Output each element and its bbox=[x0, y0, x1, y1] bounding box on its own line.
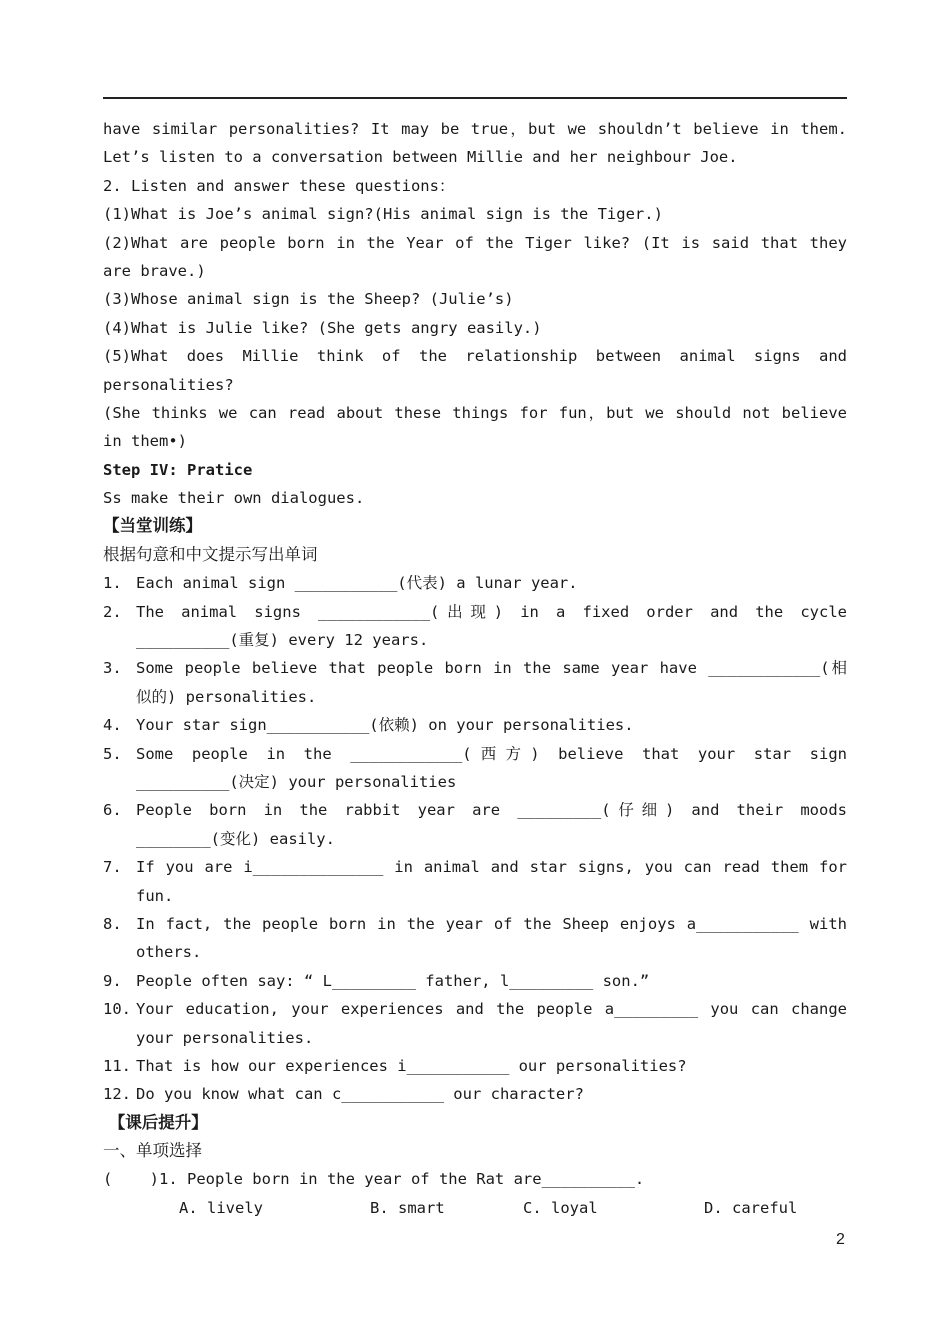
exercise-text: People often say: “ L_________ father, l_________ son.” bbox=[136, 971, 650, 990]
step-4-text: Ss make their own dialogues. bbox=[103, 489, 365, 508]
question-4: (4)What is Julie like? (She gets angry easily.) bbox=[103, 318, 542, 337]
exercise-text: If you are i______________ in animal and star signs, you can read them for bbox=[136, 858, 847, 877]
exercise-number: 10. bbox=[103, 1000, 131, 1019]
step-4-heading: Step IV: Pratice bbox=[103, 460, 253, 479]
exercise-number: 6. bbox=[103, 801, 122, 820]
exercise-text: People born in the rabbit year are _________(仔细) and their moods bbox=[136, 801, 847, 820]
exercise-number: 12. bbox=[103, 1085, 131, 1104]
exercise-number: 1. bbox=[103, 574, 122, 593]
exercise-number: 3. bbox=[103, 659, 122, 678]
exercise-item bbox=[103, 711, 847, 739]
exercise-text: Some people in the ____________(西方) believe that your star sign bbox=[136, 744, 847, 763]
exercise-number: 11. bbox=[103, 1056, 131, 1075]
page-number: 2 bbox=[836, 1231, 845, 1248]
exercise-item bbox=[103, 740, 847, 797]
listen-heading: 2. Listen and answer these questions： bbox=[103, 176, 455, 195]
page-body bbox=[103, 115, 847, 1222]
question-2-line-1: (2)What are people born in the Year of the Tiger like? (It is said that they bbox=[103, 233, 847, 252]
exercise-item bbox=[103, 910, 847, 967]
exercise-text: That is how our experiences i___________ our personalities? bbox=[136, 1056, 687, 1075]
exercise-number: 2. bbox=[103, 602, 122, 621]
option-a: A. lively bbox=[179, 1198, 263, 1217]
exercise-number: 9. bbox=[103, 971, 122, 990]
question-5-line-3: (She thinks we can read about these things for fun，but we should not believe bbox=[103, 403, 847, 422]
homework-options bbox=[103, 1194, 847, 1222]
practice-list bbox=[103, 569, 847, 1108]
exercise-item bbox=[103, 995, 847, 1052]
question-5-line-4: in them•) bbox=[103, 432, 187, 451]
exercise-item bbox=[103, 569, 847, 597]
question-3: (3)Whose animal sign is the Sheep? (Julie’s) bbox=[103, 290, 514, 309]
exercise-number: 8. bbox=[103, 914, 122, 933]
exercise-text: In fact, the people born in the year of the Sheep enjoys a___________ with bbox=[136, 914, 847, 933]
exercise-text-continued: __________(决定) your personalities bbox=[136, 772, 457, 791]
exercise-text: Do you know what can c___________ our character? bbox=[136, 1085, 584, 1104]
exercise-number: 7. bbox=[103, 858, 122, 877]
exercise-text-continued: 似的) personalities. bbox=[136, 687, 317, 706]
exercise-text: Some people believe that people born in the same year have ____________(相 bbox=[136, 659, 847, 678]
exercise-text: The animal signs ____________(出现) in a fixed order and the cycle bbox=[136, 602, 847, 621]
exercise-item bbox=[103, 1080, 847, 1108]
question-2-line-2: are brave.) bbox=[103, 261, 206, 280]
exercise-text-continued: ________(变化) easily. bbox=[136, 829, 335, 848]
question-5-line-2: personalities? bbox=[103, 375, 234, 394]
exercise-text: Each animal sign ___________(代表) a lunar year. bbox=[136, 574, 578, 593]
exercise-text: Your education, your experiences and the people a_________ you can change bbox=[136, 1000, 847, 1019]
intro-line-1: have similar personalities? It may be true，but we shouldn’t believe in them. bbox=[103, 120, 847, 138]
exercise-item bbox=[103, 796, 847, 853]
homework-question-1: ( )1. People born in the year of the Rat are__________. bbox=[103, 1170, 645, 1189]
header-rule bbox=[103, 97, 847, 99]
option-b: B. smart bbox=[370, 1198, 445, 1217]
homework-section: 一、单项选择 bbox=[103, 1141, 202, 1161]
exercise-number: 5. bbox=[103, 744, 122, 763]
question-1: (1)What is Joe’s animal sign?(His animal sign is the Tiger.) bbox=[103, 205, 663, 224]
exercise-item bbox=[103, 853, 847, 910]
exercise-item bbox=[103, 598, 847, 655]
practice-instruction: 根据句意和中文提示写出单词 bbox=[103, 544, 318, 564]
option-c: C. loyal bbox=[523, 1198, 598, 1217]
homework-heading: 【课后提升】 bbox=[103, 1112, 208, 1132]
exercise-text-continued: __________(重复) every 12 years. bbox=[136, 631, 429, 650]
exercise-item bbox=[103, 654, 847, 711]
intro-line-2: Let’s listen to a conversation between Millie and her neighbour Joe. bbox=[103, 148, 738, 167]
exercise-text-continued: fun. bbox=[136, 886, 174, 905]
option-d: D. careful bbox=[704, 1198, 798, 1217]
exercise-text: Your star sign___________(依赖) on your personalities. bbox=[136, 716, 634, 735]
question-5-line-1: (5)What does Millie think of the relationship between animal signs and bbox=[103, 347, 847, 366]
exercise-item bbox=[103, 1052, 847, 1080]
exercise-number: 4. bbox=[103, 716, 122, 735]
exercise-text-continued: others. bbox=[136, 943, 202, 962]
practice-heading: 【当堂训练】 bbox=[103, 516, 202, 536]
exercise-text-continued: your personalities. bbox=[136, 1028, 314, 1047]
exercise-item bbox=[103, 967, 847, 995]
